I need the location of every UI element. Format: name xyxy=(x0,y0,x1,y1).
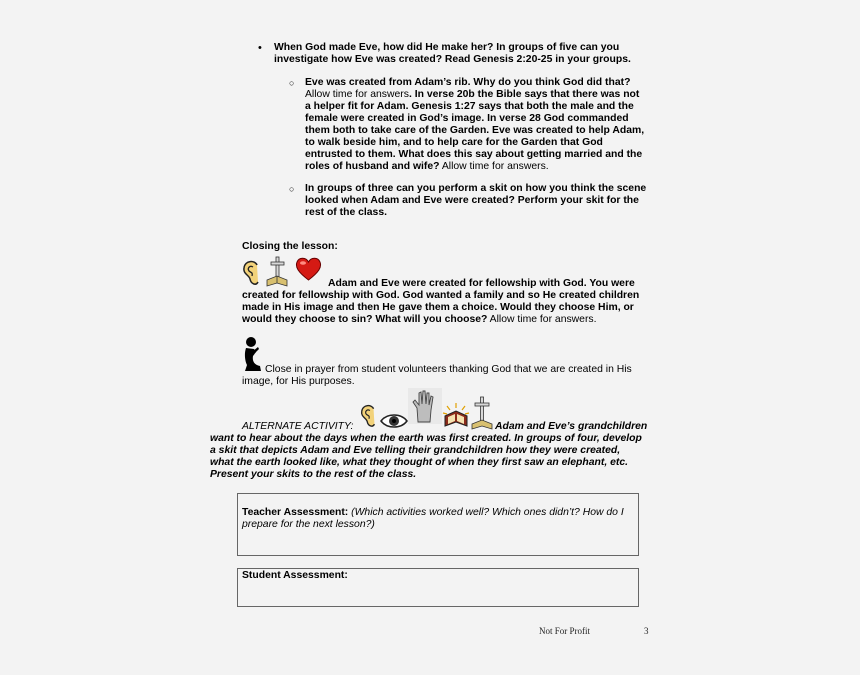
closing-heading: Closing the lesson: xyxy=(242,241,338,252)
alternate-label: ALTERNATE ACTIVITY: xyxy=(242,421,354,432)
bullet-marker: • xyxy=(258,42,262,54)
hand-icon xyxy=(408,388,442,424)
teacher-assessment-text: Teacher Assessment: (Which activities worked well? Which ones didn’t? How do I xyxy=(242,507,624,518)
closing-paragraph: created for fellowship with God. God wanted a family and so He created children made in His image and then He gave them a choice. Would they choose Him, or would they choose to sin? What will you choose? Allow time for answers. xyxy=(242,290,640,325)
book-icon xyxy=(442,402,470,430)
teacher-assessment-text-2: prepare for the next lesson?) xyxy=(242,519,375,530)
student-assessment-box xyxy=(237,568,639,607)
cross-icon xyxy=(470,396,494,430)
teacher-assessment-box xyxy=(237,493,639,556)
praying-person-icon xyxy=(241,336,267,374)
ear-icon xyxy=(359,402,379,430)
student-assessment-label: Student Assessment: xyxy=(242,570,348,581)
prayer-line-1: Close in prayer from student volunteers thanking God that we are created in His xyxy=(265,364,632,375)
alternate-paragraph: want to hear about the days when the earth was first created. In groups of four, develop a skit that depicts Adam and Eve telling their grandchildren how they were created, what the earth looked like, what they thought of when they first saw an elephant, etc. Present your skits to the rest of the class. xyxy=(210,433,642,480)
sub2-paragraph: In groups of three can you perform a skit on how you think the scene looked when Adam and Eve were created? Perform your skit for the rest of the class. xyxy=(305,183,647,218)
prayer-line-2: image, for His purposes. xyxy=(242,376,355,387)
footer xyxy=(530,624,660,634)
alternate-line-1: Adam and Eve’s grandchildren xyxy=(495,421,648,432)
question-line-2: investigate how Eve was created? Read Genesis 2:20-25 in your groups. xyxy=(274,54,631,65)
bible-cross-icon xyxy=(265,256,289,288)
closing-line-1: Adam and Eve were created for fellowship with God. You were xyxy=(328,278,635,289)
heart-icon xyxy=(295,257,322,282)
sub-bullet-marker-2: ○ xyxy=(289,184,295,194)
sub1-paragraph: Eve was created from Adam’s rib. Why do you think God did that? Allow time for answers. In verse 20b the Bible says that there was not a helper fit for Adam. Genesis 1:27 says that both the male and the female were created in God’s image. In verse 28 God commanded them both to take care of the Garden. Eve was created to help Adam, to walk beside him, and to help care for the Garden that God entrusted to them. What does this say about getting married and the roles of husband and wife? Allow time for answers. xyxy=(305,77,645,172)
question-line-1: When God made Eve, how did He make her? In groups of five can you xyxy=(274,42,620,53)
footer-text: Not For Profit xyxy=(539,626,591,634)
eye-icon xyxy=(380,412,408,430)
page-number: 3 xyxy=(644,626,649,634)
ear-icon xyxy=(241,259,263,287)
sub-bullet-marker: ○ xyxy=(289,78,295,88)
